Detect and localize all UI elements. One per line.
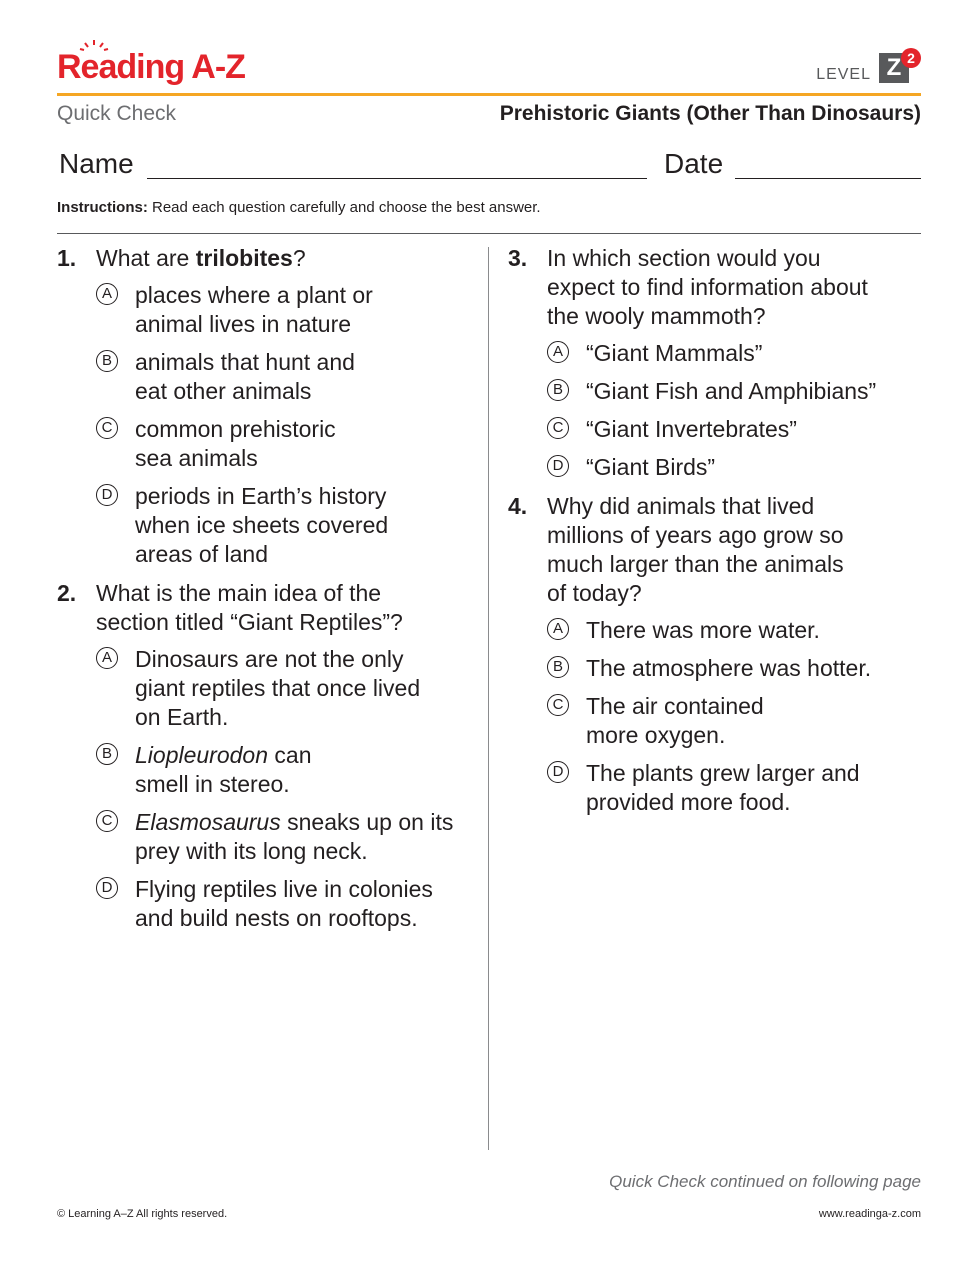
level-value: Z (879, 53, 909, 83)
answer-option[interactable] (547, 339, 920, 368)
answer-options (57, 645, 477, 933)
option-bubble[interactable]: D (547, 455, 569, 477)
right-column (508, 244, 920, 827)
option-text: There was more water. (586, 617, 820, 643)
answer-option[interactable] (96, 348, 477, 406)
question-number: 2. (57, 580, 77, 606)
level-label: LEVEL (816, 66, 871, 83)
answer-options (57, 281, 477, 569)
option-bubble[interactable]: A (547, 341, 569, 363)
option-bubble[interactable]: C (547, 417, 569, 439)
question-text: Why did animals that lived millions of years ago grow so much larger than the animals of today? (547, 493, 844, 606)
question-3 (508, 244, 920, 482)
answer-option[interactable] (96, 482, 477, 569)
instructions-label: Instructions: (57, 199, 148, 216)
option-bubble[interactable]: D (547, 761, 569, 783)
section-label: Quick Check (57, 102, 177, 125)
continued-note: Quick Check continued on following page (609, 1172, 921, 1191)
brand-logo (57, 38, 257, 88)
answer-option[interactable] (96, 415, 477, 473)
option-bubble[interactable]: C (547, 694, 569, 716)
option-bubble[interactable]: D (96, 484, 118, 506)
instructions-divider (57, 233, 921, 234)
option-bubble[interactable]: A (96, 283, 118, 305)
answer-option[interactable] (547, 692, 920, 750)
level-sub: 2 (901, 48, 921, 68)
answer-option[interactable] (96, 281, 477, 339)
name-date-row (57, 148, 921, 188)
option-text: Elasmosaurus sneaks up on its prey with its long neck. (135, 809, 454, 864)
answer-option[interactable] (547, 616, 920, 645)
level-indicator (816, 46, 921, 88)
option-text: “Giant Invertebrates” (586, 416, 797, 442)
option-bubble[interactable]: A (547, 618, 569, 640)
instructions (57, 199, 541, 216)
option-bubble[interactable]: A (96, 647, 118, 669)
answer-option[interactable] (96, 808, 477, 866)
option-text: The air contained more oxygen. (586, 693, 764, 748)
question-number: 1. (57, 245, 77, 271)
option-bubble[interactable]: B (96, 350, 118, 372)
option-bubble[interactable]: D (96, 877, 118, 899)
answer-option[interactable] (547, 654, 920, 683)
option-bubble[interactable]: B (96, 743, 118, 765)
option-text: The atmosphere was hotter. (586, 655, 872, 681)
question-number: 3. (508, 245, 528, 271)
copyright: © Learning A–Z All rights reserved. (57, 1208, 228, 1220)
option-text: periods in Earth’s history when ice sheets covered areas of land (135, 483, 389, 567)
option-text: Flying reptiles live in colonies and build nests on rooftops. (135, 876, 433, 931)
question-2 (57, 579, 477, 933)
option-text: “Giant Mammals” (586, 340, 763, 366)
left-column (57, 244, 477, 943)
date-label: Date (664, 148, 724, 179)
question-text: In which section would you expect to find information about the wooly mammoth? (547, 245, 868, 329)
answer-option[interactable] (547, 453, 920, 482)
question-text: What is the main idea of the section titled “Giant Reptiles”? (96, 580, 403, 635)
option-text: common prehistoric sea animals (135, 416, 336, 471)
date-field[interactable] (735, 178, 921, 179)
answer-option[interactable] (96, 645, 477, 732)
option-bubble[interactable]: B (547, 379, 569, 401)
option-text: Liopleurodon can smell in stereo. (135, 742, 312, 797)
option-text: The plants grew larger and provided more food. (586, 760, 860, 815)
column-divider (488, 247, 489, 1150)
book-title: Prehistoric Giants (Other Than Dinosaurs) (499, 102, 921, 125)
name-label: Name (59, 148, 134, 179)
option-text: animals that hunt and eat other animals (135, 349, 355, 404)
answer-option[interactable] (547, 377, 920, 406)
option-bubble[interactable]: C (96, 417, 118, 439)
option-bubble[interactable]: C (96, 810, 118, 832)
answer-option[interactable] (547, 415, 920, 444)
option-text: places where a plant or animal lives in nature (135, 282, 373, 337)
answer-option[interactable] (96, 741, 477, 799)
answer-options (508, 339, 920, 482)
answer-option[interactable] (96, 875, 477, 933)
option-text: “Giant Birds” (586, 454, 716, 480)
answer-option[interactable] (547, 759, 920, 817)
question-4 (508, 492, 920, 817)
website-link[interactable]: www.readinga-z.com (818, 1208, 921, 1220)
option-text: Dinosaurs are not the only giant reptiles that once lived on Earth. (135, 646, 421, 730)
option-bubble[interactable]: B (547, 656, 569, 678)
question-text: What are trilobites? (96, 245, 306, 271)
answer-options (508, 616, 920, 817)
question-number: 4. (508, 493, 528, 519)
instructions-text: Read each question carefully and choose the best answer. (147, 199, 541, 216)
name-field[interactable] (147, 178, 647, 179)
option-text: “Giant Fish and Amphibians” (586, 378, 877, 404)
brand-name: Reading A-Z (57, 48, 245, 86)
level-badge (879, 48, 921, 88)
header-divider (57, 93, 921, 96)
question-1 (57, 244, 477, 569)
